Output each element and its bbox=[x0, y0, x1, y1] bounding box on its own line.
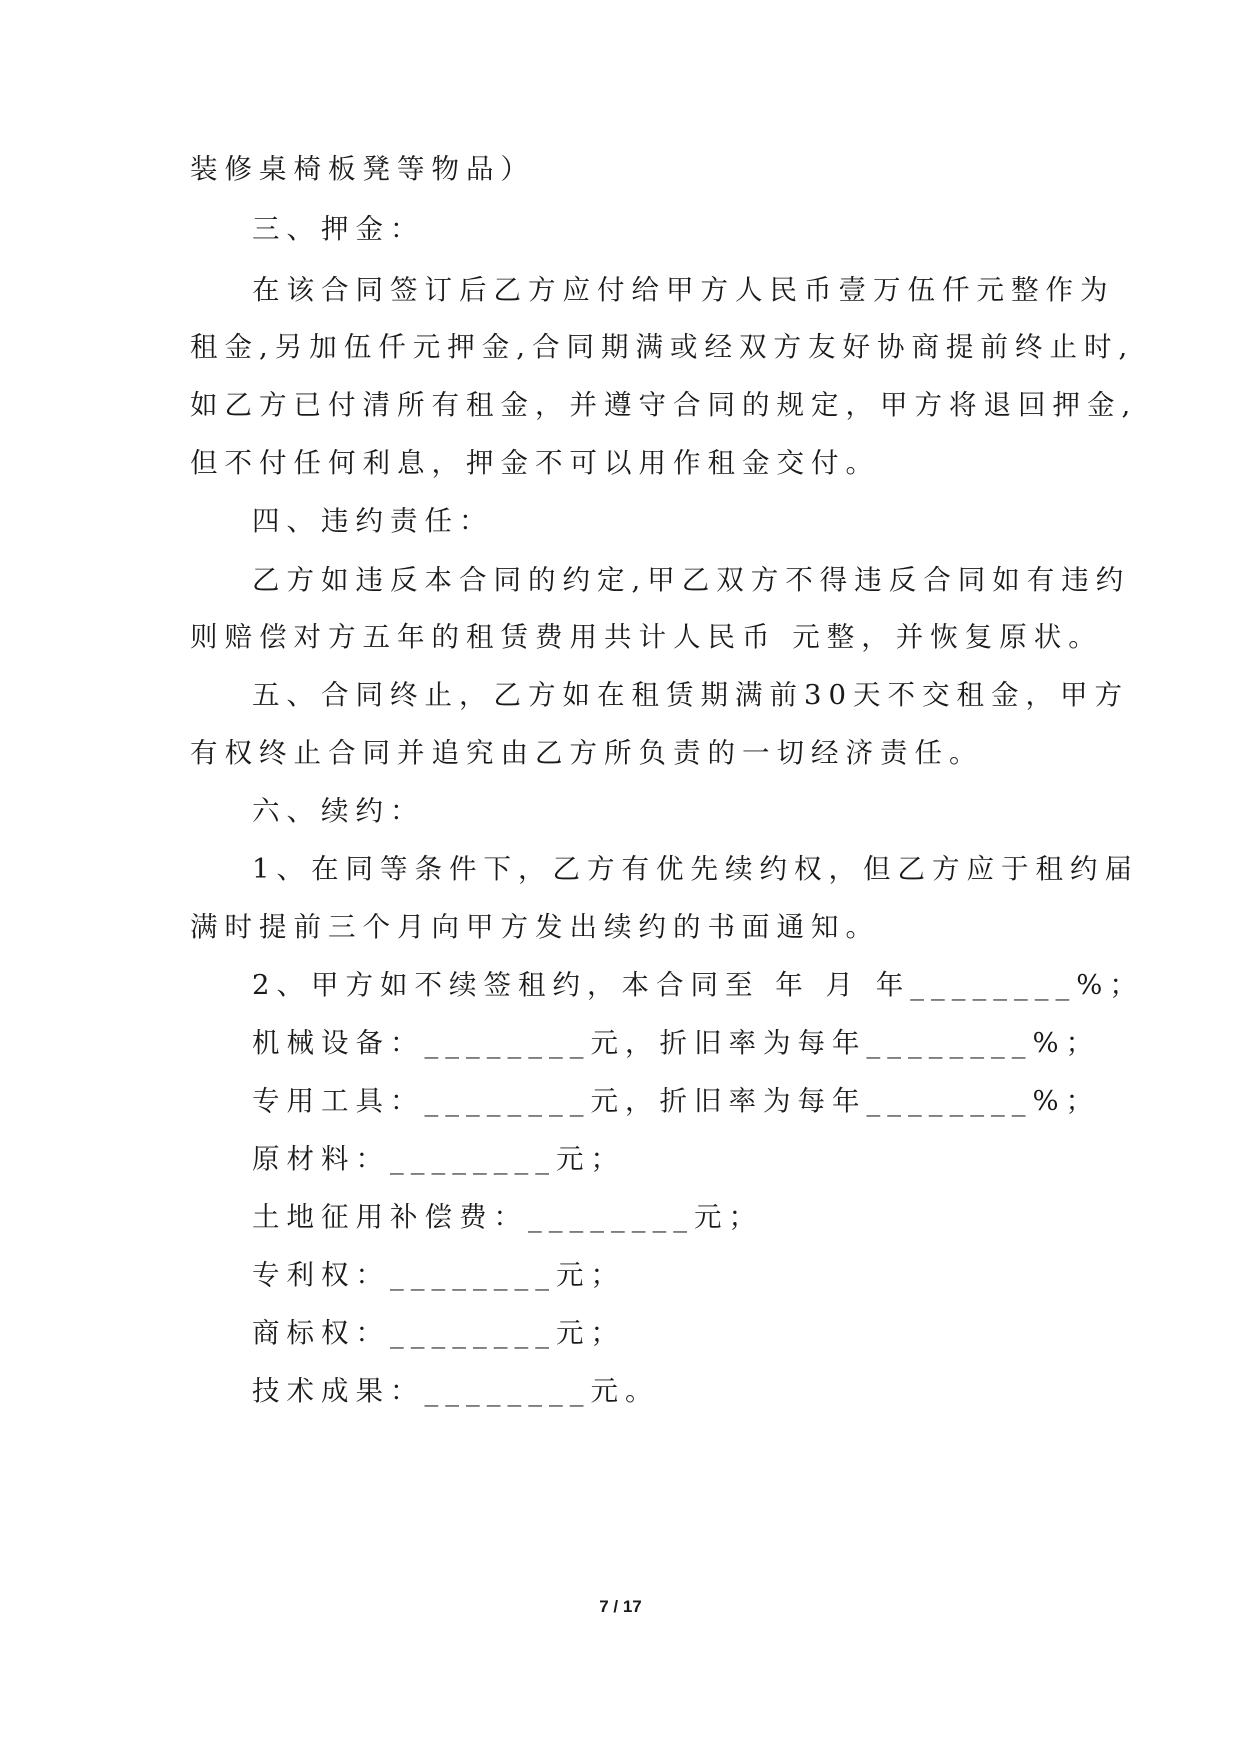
page-number: 7 / 17 bbox=[599, 1597, 642, 1616]
section-heading-deposit: 三、押金： bbox=[252, 213, 425, 245]
text-line: 但不付任何利息，押金不可以用作租金交付。 bbox=[190, 447, 880, 479]
text-line: 乙方如违反本合同的约定,甲乙双方不得违反合同如有违约 bbox=[252, 564, 1131, 596]
section-heading-liability: 四、违约责任： bbox=[252, 505, 494, 537]
text-line: 土地征用补偿费：________元； bbox=[252, 1201, 763, 1233]
text-line: 五、合同终止，乙方如在租赁期满前30天不交租金，甲方 bbox=[252, 679, 1129, 711]
section-heading-renewal: 六、续约： bbox=[252, 795, 425, 827]
text-line: 专用工具：________元，折旧率为每年________%； bbox=[252, 1085, 1101, 1117]
text-line: 如乙方已付清所有租金，并遵守合同的规定，甲方将退回押金, bbox=[190, 389, 1138, 421]
text-line: 原材料：________元； bbox=[252, 1143, 625, 1175]
text-line: 满时提前三个月向甲方发出续约的书面通知。 bbox=[190, 911, 880, 943]
text-line: 技术成果：________元。 bbox=[252, 1375, 660, 1407]
text-line: 装修桌椅板凳等物品） bbox=[190, 153, 535, 185]
text-line: 1、在同等条件下，乙方有优先续约权，但乙方应于租约届 bbox=[252, 853, 1139, 885]
text-line: 机械设备：________元，折旧率为每年________%； bbox=[252, 1027, 1101, 1059]
text-line: 在该合同签订后乙方应付给甲方人民币壹万伍仟元整作为 bbox=[252, 274, 1115, 306]
text-line: 有权终止合同并追究由乙方所负责的一切经济责任。 bbox=[190, 737, 984, 769]
text-line: 租金,另加伍仟元押金,合同期满或经双方友好协商提前终止时, bbox=[190, 331, 1135, 363]
text-line: 专利权：________元； bbox=[252, 1259, 625, 1291]
text-line: 则赔偿对方五年的租赁费用共计人民币 元整，并恢复原状。 bbox=[190, 621, 1103, 653]
text-line: 2、甲方如不续签租约，本合同至 年 月 年________%； bbox=[252, 969, 1144, 1001]
text-line: 商标权：________元； bbox=[252, 1317, 625, 1349]
